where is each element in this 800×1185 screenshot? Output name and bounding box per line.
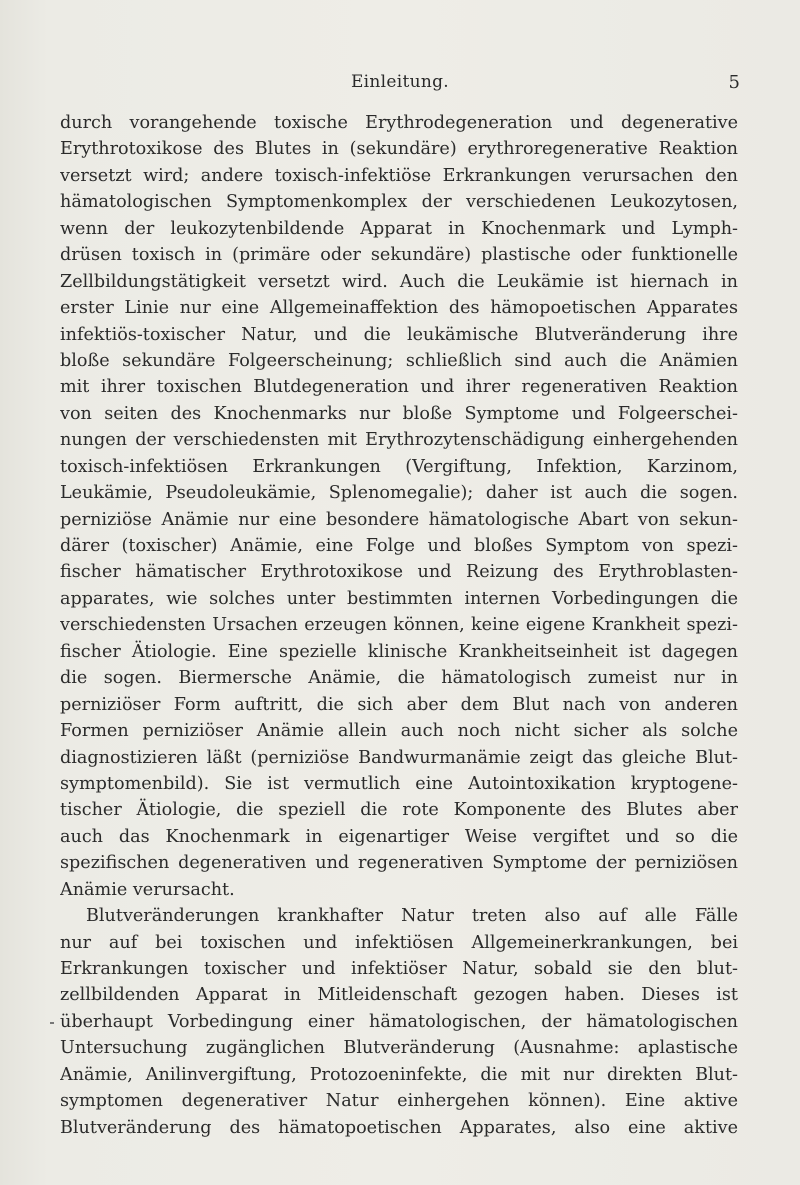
text-line: durch vorangehende toxische Erythrodegeneration und degenerative — [60, 113, 738, 133]
text-line: därer (toxischer) Anämie, eine Folge und bloßes Symptom von spezi- — [60, 536, 738, 556]
text-line: Blutveränderung des hämatopoetischen Apparates, also eine aktive — [60, 1117, 738, 1138]
body-text — [60, 110, 738, 1141]
text-line: mit ihrer toxischen Blutdegeneration und ihrer regenerativen Reaktion — [60, 377, 738, 398]
text-line: nungen der verschiedensten mit Erythrozytenschädigung einhergehenden — [60, 430, 738, 451]
text-line: die sogen. Biermersche Anämie, die hämatologisch zumeist nur in — [60, 668, 738, 689]
text-line: Erkrankungen toxischer und infektiöser Natur, sobald sie den blut- — [60, 959, 738, 979]
text-line: hämatologischen Symptomenkomplex der verschiedenen Leukozytosen, — [60, 192, 738, 213]
page-number: 5 — [728, 72, 740, 93]
text-line: Anämie, Anilinvergiftung, Protozoeninfekte, die mit nur direkten Blut- — [60, 1064, 738, 1085]
text-line: bloße sekundäre Folgeerscheinung; schließlich sind auch die Anämien — [60, 350, 738, 371]
text-line: fischer Ätiologie. Eine spezielle klinische Krankheitseinheit ist dagegen — [60, 641, 738, 662]
text-line: perniziöse Anämie nur eine besondere hämatologische Abart von sekun- — [60, 509, 738, 530]
text-line: wenn der leukozytenbildende Apparat in Knochenmark und Lymph- — [60, 218, 738, 239]
running-header — [60, 68, 740, 98]
text-line: symptomen degenerativer Natur einhergehen können). Eine aktive — [60, 1091, 738, 1112]
text-line: perniziöser Form auftritt, die sich aber dem Blut nach von anderen — [60, 694, 738, 715]
text-line: symptomenbild). Sie ist vermutlich eine Autointoxikation kryptogene- — [60, 773, 738, 794]
text-line: verschiedensten Ursachen erzeugen können, keine eigene Krankheit spezi- — [60, 615, 738, 636]
text-line: apparates, wie solches unter bestimmten internen Vorbedingungen die — [60, 588, 738, 609]
text-line: spezifischen degenerativen und regenerativen Symptome der perniziösen — [60, 853, 738, 874]
text-line: Leukämie, Pseudoleukämie, Splenomegalie); daher ist auch die sogen. — [60, 483, 738, 504]
text-line: Anämie verursacht. — [60, 879, 235, 900]
text-line: nur auf bei toxischen und infektiösen Allgemeinerkrankungen, bei — [60, 932, 738, 953]
text-line: infektiös-toxischer Natur, und die leukämische Blutveränderung ihre — [60, 324, 738, 345]
text-line: überhaupt Vorbedingung einer hämatologischen, der hämatologischen — [60, 1011, 738, 1032]
text-line: von seiten des Knochenmarks nur bloße Symptome und Folgeerschei- — [60, 403, 738, 424]
text-line: erster Linie nur eine Allgemeinaffektion des hämopoetischen Apparates — [60, 298, 738, 319]
text-line: tischer Ätiologie, die speziell die rote Komponente des Blutes aber — [60, 800, 738, 821]
text-line: zellbildenden Apparat in Mitleidenschaft gezogen haben. Dieses ist — [60, 985, 738, 1006]
paragraph-first-line: Blutveränderungen krankhafter Natur treten also auf alle Fälle — [86, 906, 738, 927]
text-line: toxisch-infektiösen Erkrankungen (Vergiftung, Infektion, Karzinom, — [60, 456, 738, 477]
text-line: drüsen toxisch in (primäre oder sekundäre) plastische oder funktionelle — [60, 245, 738, 266]
chapter-title: Einleitung. — [350, 72, 450, 92]
text-line: Zellbildungstätigkeit versetzt wird. Auch die Leukämie ist hiernach in — [60, 271, 738, 292]
text-line: diagnostizieren läßt (perniziöse Bandwurmanämie zeigt das gleiche Blut- — [60, 747, 738, 768]
margin-mark — [50, 1022, 54, 1024]
text-line: Formen perniziöser Anämie allein auch noch nicht sicher als solche — [60, 721, 738, 742]
text-line: auch das Knochenmark in eigenartiger Weise vergiftet und so die — [60, 826, 738, 847]
text-line: fischer hämatischer Erythrotoxikose und Reizung des Erythroblasten- — [60, 562, 738, 583]
text-line: Untersuchung zugänglichen Blutveränderung (Ausnahme: aplastische — [60, 1038, 738, 1059]
text-line: versetzt wird; andere toxisch-infektiöse Erkrankungen verursachen den — [60, 165, 738, 186]
text-line: Erythrotoxikose des Blutes in (sekundäre) erythroregenerative Reaktion — [60, 139, 738, 160]
